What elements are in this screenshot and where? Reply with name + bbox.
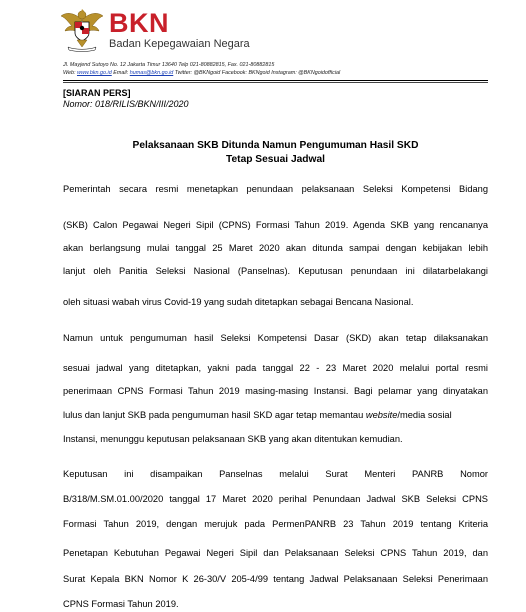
paragraph-line: B/318/M.SM.01.00/2020 tanggal 17 Maret 2020 perihal Penundaan Jadwal SKB Seleksi CPNS bbox=[63, 494, 488, 504]
paragraph-line: Surat Kepala BKN Nomor K 26-30/V 205-4/99 tentang Jadwal Pelaksanaan Seleksi Penerimaan bbox=[63, 574, 488, 584]
paragraph-line: Penetapan Kebutuhan Pegawai Negeri Sipil dan Pelaksanaan Seleksi CPNS Tahun 2019, dan bbox=[63, 548, 488, 558]
paragraph-line: Formasi Tahun 2019, dengan merujuk pada PermenPANRB 23 Tahun 2019 tentang Kriteria bbox=[63, 519, 488, 529]
contact-address: Jl. Mayjend Sutoyo No. 12 Jakarta Timur 13640 Telp 021-80882815, Fax. 021-80882815 bbox=[63, 62, 275, 68]
paragraph-line: (SKB) Calon Pegawai Negeri Sipil (CPNS) Formasi Tahun 2019. Agenda SKB yang rencananya bbox=[63, 220, 488, 230]
document-title-line1: Pelaksanaan SKB Ditunda Namun Pengumuman Hasil SKD bbox=[132, 140, 419, 151]
org-full-name: Badan Kepegawaian Negara bbox=[109, 38, 250, 50]
press-release-number: Nomor: 018/RILIS/BKN/III/2020 bbox=[63, 99, 189, 109]
emphasis-text: website bbox=[365, 410, 398, 420]
header-divider-thin bbox=[63, 82, 488, 83]
garuda-emblem-icon bbox=[60, 6, 104, 52]
social-handles: Twitter: @BKNgoid Facebook: BKNgoid Instagram: @BKNgoidofficial bbox=[174, 70, 341, 76]
paragraph-line: lanjut oleh Panitia Seleksi Nasional (Panselnas). Keputusan penundaan ini dilatarbelakangi bbox=[63, 266, 488, 276]
paragraph-text: /media sosial bbox=[397, 410, 452, 420]
email-label: Email: bbox=[113, 70, 129, 76]
header-divider bbox=[63, 80, 488, 81]
web-label: Web: bbox=[63, 70, 76, 76]
email-link[interactable]: humas@bkn.go.id bbox=[129, 70, 174, 76]
paragraph-text: lulus dan lanjut SKB pada pengumuman hasil SKD agar tetap memantau bbox=[63, 410, 364, 420]
document-title-line2: Tetap Sesuai Jadwal bbox=[226, 154, 325, 165]
paragraph-line: oleh situasi wabah virus Covid-19 yang sudah ditetapkan sebagai Bencana Nasional. bbox=[63, 297, 414, 307]
contact-links bbox=[63, 70, 503, 77]
paragraph-line: CPNS Formasi Tahun 2019. bbox=[63, 599, 179, 609]
org-short-name: BKN bbox=[109, 8, 169, 38]
paragraph-line: penerimaan CPNS Formasi Tahun 2019 masing-masing Instansi. Bagi pelamar yang dinyatakan bbox=[63, 386, 488, 396]
website-link[interactable]: www.bkn.go.id bbox=[76, 70, 112, 76]
paragraph-line bbox=[63, 409, 488, 421]
paragraph-line: Keputusan ini disampaikan Panselnas melalui Surat Menteri PANRB Nomor bbox=[63, 469, 488, 479]
paragraph-line: Namun untuk pengumuman hasil Seleksi Kompetensi Dasar (SKD) akan tetap dilaksanakan bbox=[63, 333, 488, 343]
press-release-label: [SIARAN PERS] bbox=[63, 88, 131, 98]
paragraph-line: akan berlangsung mulai tanggal 25 Maret 2020 akan ditunda sampai dengan kebijakan lebih bbox=[63, 243, 488, 253]
paragraph-line: sesuai jadwal yang ditetapkan, yakni pada tanggal 22 - 23 Maret 2020 melalui portal resmi bbox=[63, 363, 488, 373]
paragraph-line: Instansi, menunggu keputusan pelaksanaan SKB yang akan ditentukan kemudian. bbox=[63, 434, 403, 444]
paragraph-line: Pemerintah secara resmi menetapkan penundaan pelaksanaan Seleksi Kompetensi Bidang bbox=[63, 184, 488, 194]
